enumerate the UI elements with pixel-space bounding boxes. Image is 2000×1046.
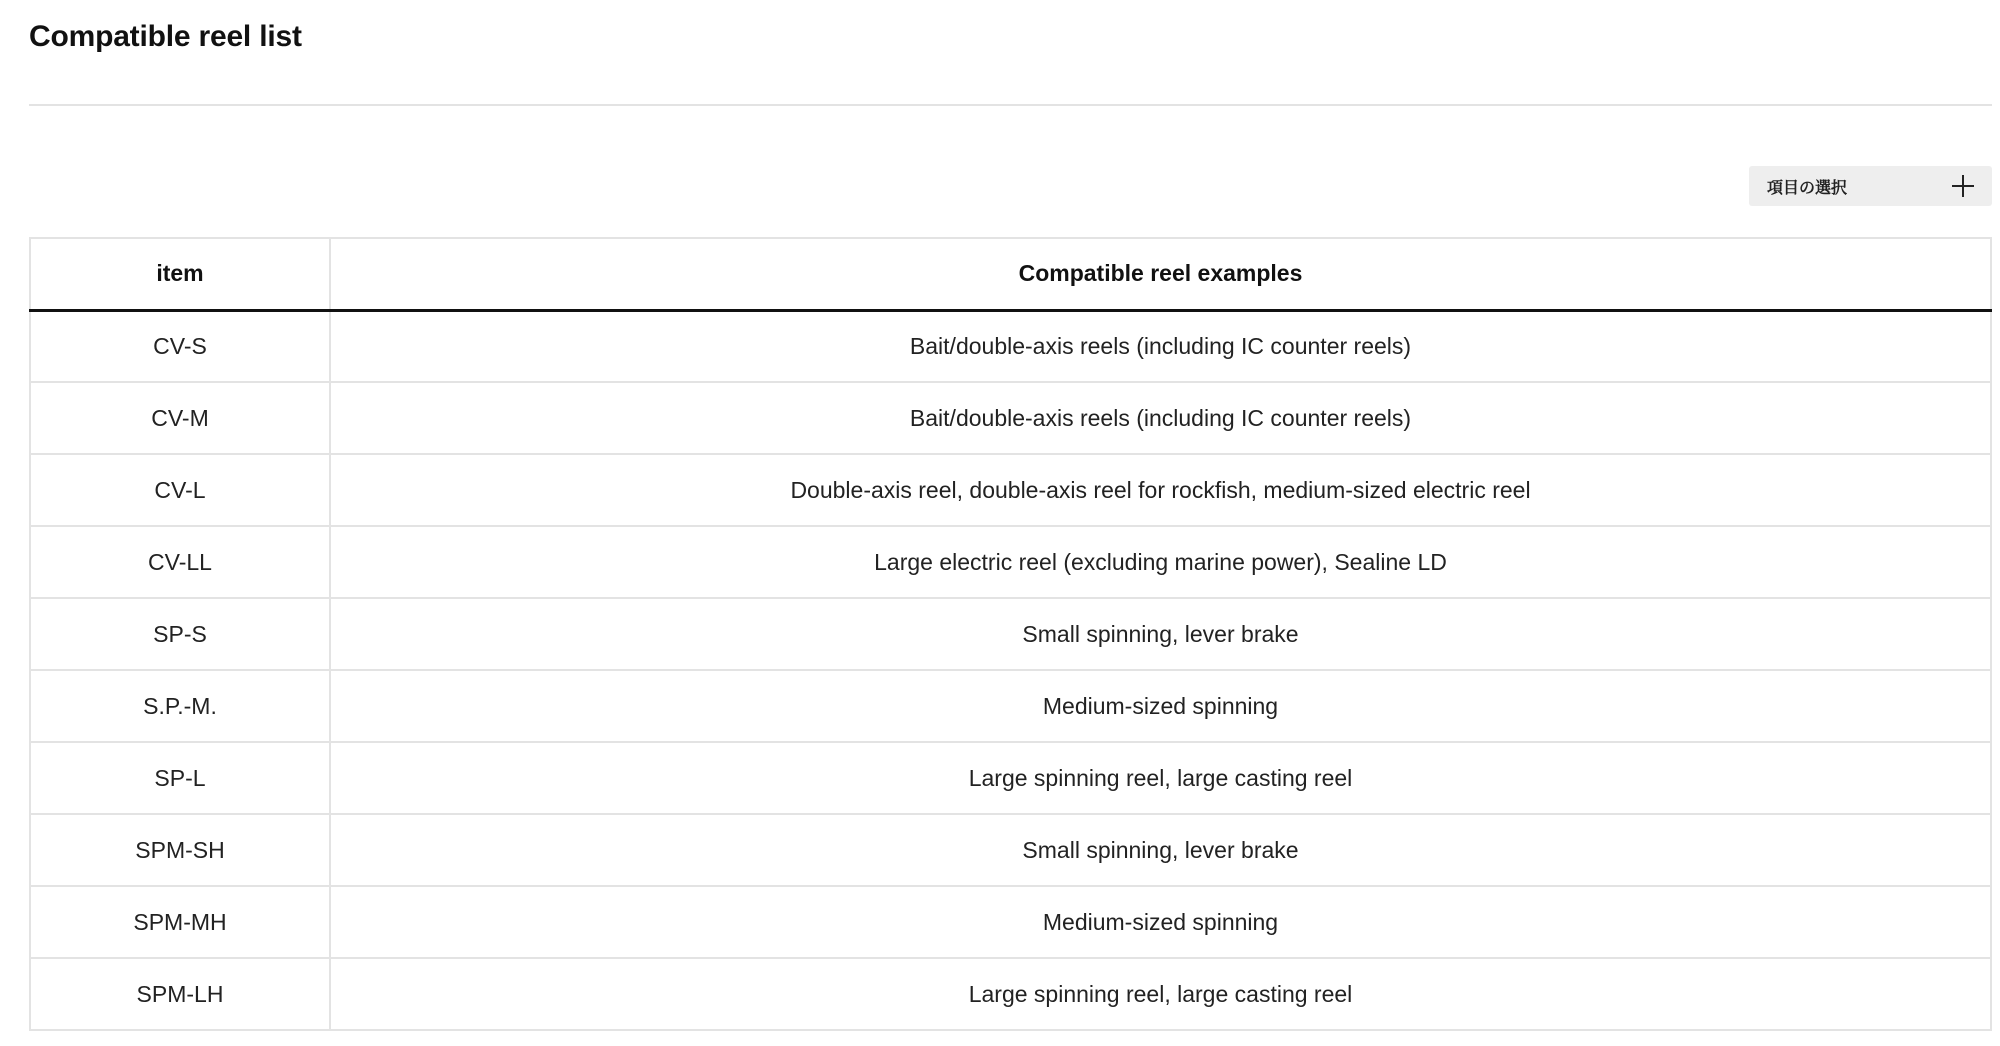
cell-examples: Large electric reel (excluding marine power), Sealine LD (330, 526, 1991, 598)
cell-examples: Double-axis reel, double-axis reel for rockfish, medium-sized electric reel (330, 454, 1991, 526)
cell-item: CV-S (30, 310, 330, 382)
table-row (30, 454, 1991, 526)
table-row (30, 526, 1991, 598)
table-row (30, 742, 1991, 814)
cell-examples: Medium-sized spinning (330, 886, 1991, 958)
table-row (30, 886, 1991, 958)
cell-examples: Large spinning reel, large casting reel (330, 742, 1991, 814)
table-row (30, 310, 1991, 382)
cell-item: SPM-SH (30, 814, 330, 886)
column-header-examples: Compatible reel examples (330, 238, 1991, 310)
cell-examples: Small spinning, lever brake (330, 814, 1991, 886)
cell-item: SP-L (30, 742, 330, 814)
cell-item: CV-M (30, 382, 330, 454)
cell-item: S.P.-M. (30, 670, 330, 742)
select-items-label: 項目の選択 (1767, 177, 1848, 197)
table-row (30, 598, 1991, 670)
cell-item: SP-S (30, 598, 330, 670)
plus-icon (1952, 175, 1974, 197)
cell-examples: Small spinning, lever brake (330, 598, 1991, 670)
table-row (30, 382, 1991, 454)
table-row (30, 958, 1991, 1030)
cell-examples: Medium-sized spinning (330, 670, 1991, 742)
cell-item: SPM-MH (30, 886, 330, 958)
column-header-item: item (30, 238, 330, 310)
cell-item: CV-L (30, 454, 330, 526)
cell-item: CV-LL (30, 526, 330, 598)
cell-examples: Bait/double-axis reels (including IC counter reels) (330, 310, 1991, 382)
cell-examples: Large spinning reel, large casting reel (330, 958, 1991, 1030)
cell-item: SPM-LH (30, 958, 330, 1030)
table-header-row (30, 238, 1991, 310)
compatible-reel-table (29, 237, 1992, 1031)
page-title: Compatible reel list (29, 20, 302, 53)
table-row (30, 670, 1991, 742)
cell-examples: Bait/double-axis reels (including IC counter reels) (330, 382, 1991, 454)
select-items-button[interactable] (1749, 166, 1992, 206)
table-row (30, 814, 1991, 886)
title-divider (29, 104, 1992, 106)
